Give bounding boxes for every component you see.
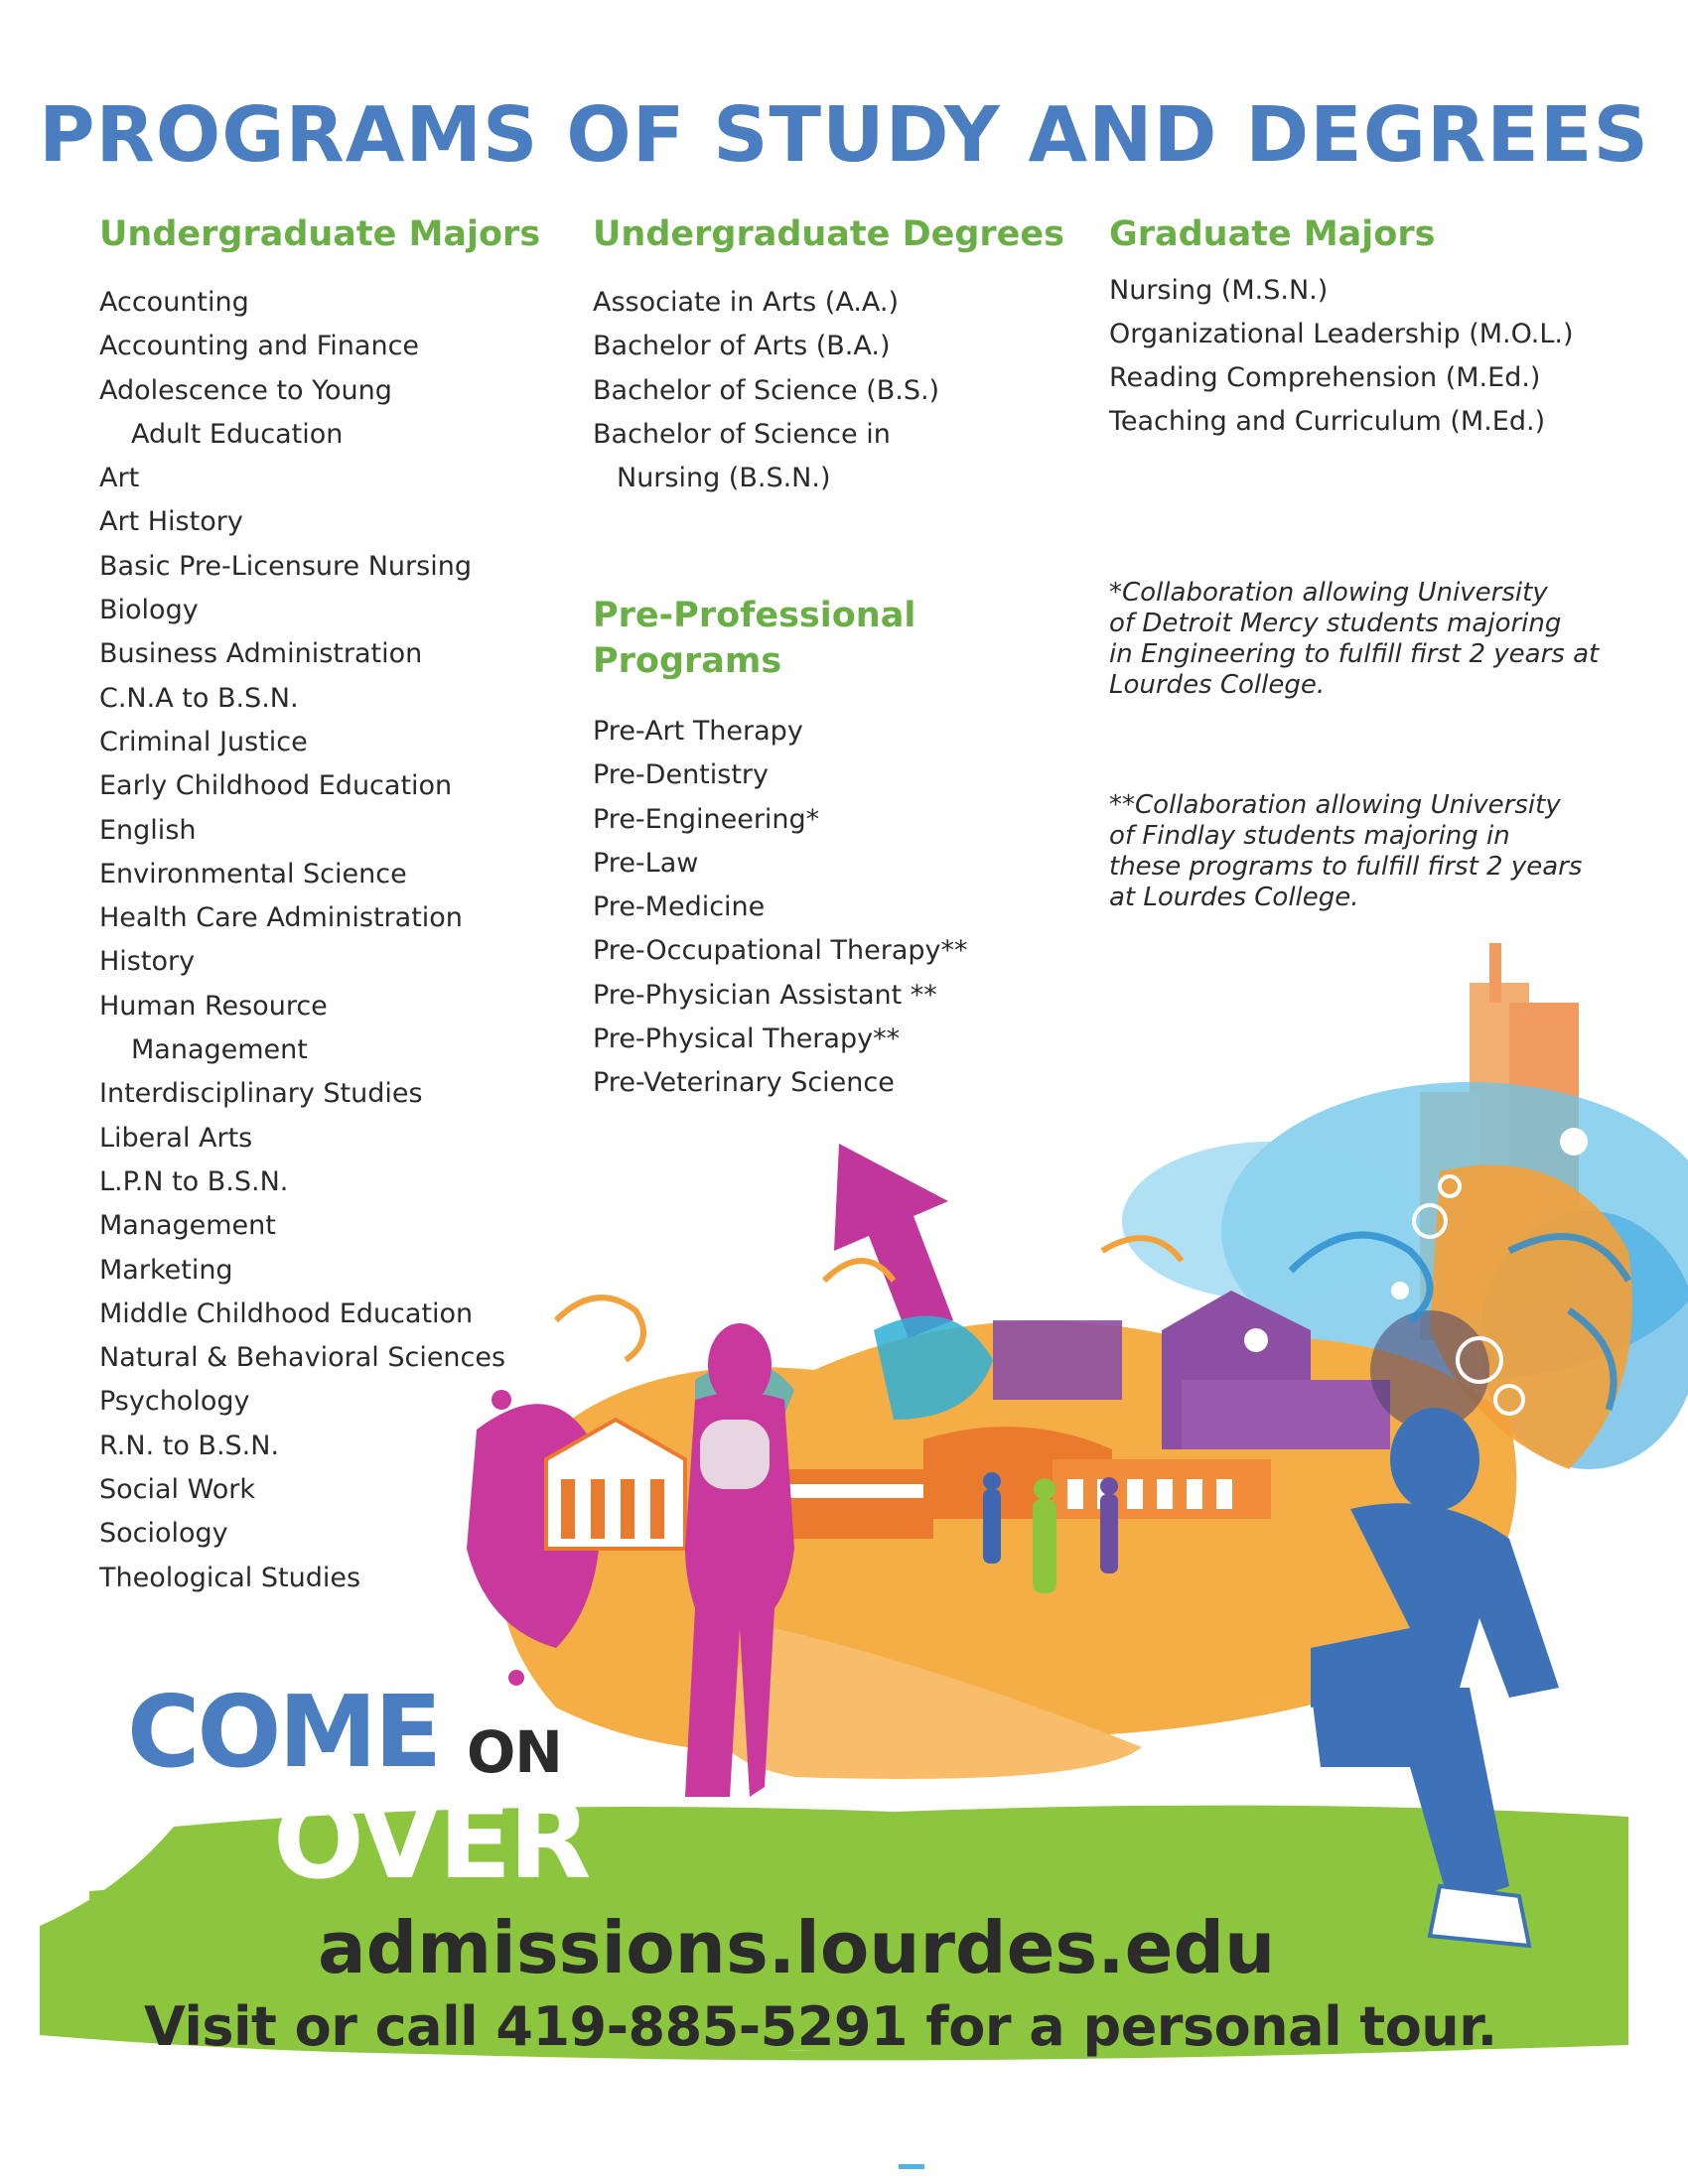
list-item: Management [99,1210,276,1242]
list-item: Interdisciplinary Studies [99,1078,423,1110]
list-item: Pre-Art Therapy [593,716,803,747]
undergrad-majors-heading: Undergraduate Majors [99,214,541,254]
list-item: Biology [99,595,199,626]
note-line: of Detroit Mercy students majoring [1109,609,1562,638]
note-line: *Collaboration allowing University [1109,578,1548,608]
pre-professional-heading-line1: Pre-Professional [593,596,916,635]
list-item: Art [99,463,140,494]
graduate-majors-list [1109,269,1574,444]
list-item: Liberal Arts [99,1122,253,1154]
undergrad-degrees-heading: Undergraduate Degrees [593,214,1064,254]
list-item: English [99,814,197,846]
list-item: Associate in Arts (A.A.) [593,287,900,318]
list-item: Theological Studies [99,1562,361,1593]
list-item: Pre-Law [593,847,699,879]
list-item: Adolescence to Young [99,374,392,406]
list-item: Art History [99,506,243,538]
list-item: Health Care Administration [99,902,463,934]
list-item: Pre-Physical Therapy** [593,1024,901,1055]
list-item: Teaching and Curriculum (M.Ed.) [1109,406,1546,437]
tour-phone-line: Visit or call 419-885-5291 for a personal tour. [144,1995,1497,2058]
list-item: Human Resource [99,990,328,1022]
list-item: Pre-Veterinary Science [593,1067,895,1099]
admissions-url[interactable]: admissions.lourdes.edu [318,1906,1276,1989]
graduate-majors-column [1109,211,1574,444]
pre-professional-list [593,710,968,1106]
note-line: **Collaboration allowing University [1109,790,1561,820]
come-headline: COME [127,1674,440,1790]
list-item: Management [131,1034,308,1066]
undergrad-degrees-column [593,211,1064,500]
list-item: Nursing (B.S.N.) [617,463,831,494]
pre-professional-heading-line2: Programs [593,641,782,681]
list-item: R.N. to B.S.N. [99,1430,280,1461]
list-item: Natural & Behavioral Sciences [99,1342,506,1374]
list-item: Pre-Engineering* [593,803,820,835]
collaboration-note-findlay [1109,790,1606,913]
undergrad-degrees-list [593,281,1064,500]
list-item: Environmental Science [99,858,407,889]
list-item: Pre-Medicine [593,891,766,923]
list-item: Psychology [99,1386,250,1418]
on-headline: ON [467,1718,562,1786]
list-item: Social Work [99,1474,256,1506]
note-line: at Lourdes College. [1109,883,1359,912]
graduate-majors-heading: Graduate Majors [1109,214,1436,254]
list-item: Bachelor of Arts (B.A.) [593,331,891,362]
list-item: Pre-Occupational Therapy** [593,935,968,967]
note-line: Lourdes College. [1109,670,1326,700]
undergrad-majors-list [99,281,540,1600]
list-item: L.P.N to B.S.N. [99,1165,289,1197]
list-item: Pre-Dentistry [593,759,770,791]
page-title: PROGRAMS OF STUDY AND DEGREES [39,91,1649,180]
list-item: Organizational Leadership (M.O.L.) [1109,319,1574,349]
list-item: Accounting and Finance [99,331,420,362]
list-item: Basic Pre-Licensure Nursing [99,550,472,582]
list-item: History [99,946,196,978]
bottom-mark [899,2164,924,2169]
list-item: Bachelor of Science in [593,418,891,450]
list-item: Early Childhood Education [99,770,453,802]
note-line: these programs to fulfill first 2 years [1109,852,1583,882]
list-item: Bachelor of Science (B.S.) [593,374,940,406]
list-item: Nursing (M.S.N.) [1109,275,1329,306]
list-item: Marketing [99,1254,233,1286]
list-item: Reading Comprehension (M.Ed.) [1109,362,1541,393]
list-item: C.N.A to B.S.N. [99,682,299,714]
collaboration-note-detroit-mercy [1109,578,1606,701]
undergrad-majors-column [99,211,540,1600]
pre-professional-column [593,593,968,1106]
list-item: Accounting [99,287,249,318]
list-item: Criminal Justice [99,726,308,757]
over-headline: OVER [273,1779,589,1903]
list-item: Pre-Physician Assistant ** [593,979,937,1011]
pre-professional-heading [593,593,968,684]
list-item: Sociology [99,1518,228,1550]
arrow-graphic [834,1144,953,1338]
list-item: Middle Childhood Education [99,1297,474,1329]
list-item: Adult Education [131,418,344,450]
list-item: Business Administration [99,638,423,670]
note-line: in Engineering to fulfill first 2 years at [1109,639,1600,669]
note-line: of Findlay students majoring in [1109,821,1510,851]
